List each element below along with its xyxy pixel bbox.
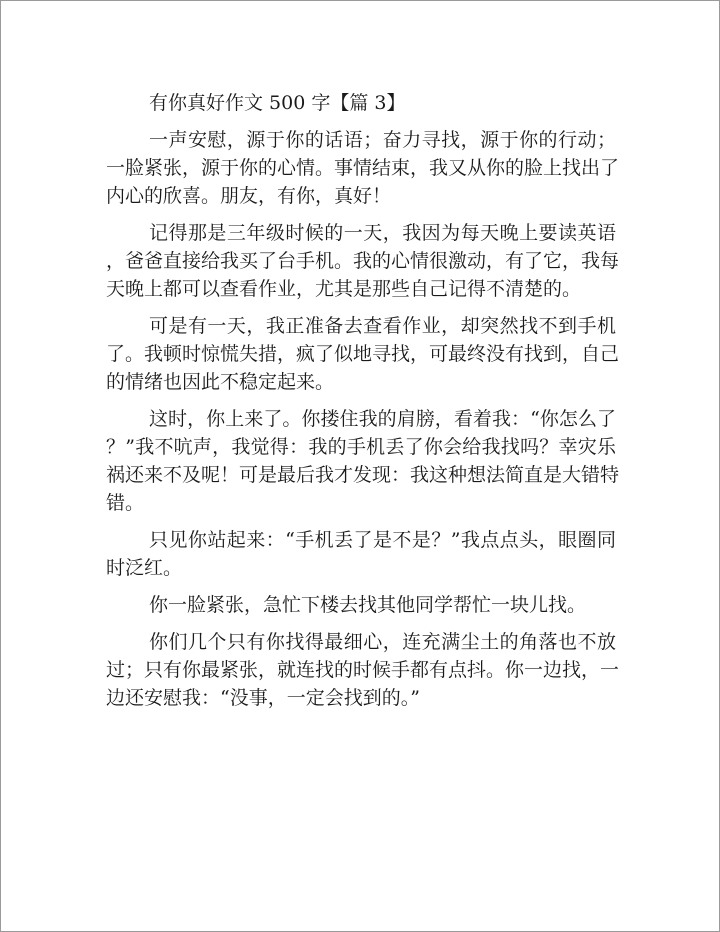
text-line: 时泛红。 bbox=[106, 557, 183, 579]
text-line: 的情绪也因此不稳定起来。 bbox=[106, 371, 335, 393]
text-line: 这时，你上来了。你搂住我的肩膀，看着我：“你怎么了 bbox=[149, 408, 616, 430]
text-line: 了。我顿时惊慌失措，疯了似地寻找，可最终没有找到，自己 bbox=[106, 343, 620, 365]
paragraph bbox=[106, 396, 620, 517]
paragraph bbox=[106, 303, 620, 396]
paragraph bbox=[106, 582, 616, 619]
text-line: 过；只有你最紧张，就连找的时候手都有点抖。你一边找，一 bbox=[106, 659, 620, 681]
essay-title: 有你真好作文 500 字【篇 3】 bbox=[149, 92, 406, 114]
text-line: 可是有一天，我正准备去查看作业，却突然找不到手机 bbox=[149, 315, 616, 337]
text-line: ，爸爸直接给我买了台手机。我的心情很激动，有了它，我每 bbox=[106, 250, 620, 272]
paragraph bbox=[106, 210, 620, 303]
text-line: 你一脸紧张，急忙下楼去找其他同学帮忙一块儿找。 bbox=[149, 594, 587, 616]
text-line: 祸还来不及呢！可是最后我才发现：我这种想法简直是大错特 bbox=[106, 464, 620, 486]
text-line: 错。 bbox=[106, 492, 145, 514]
paragraph bbox=[106, 619, 620, 712]
paragraph bbox=[106, 117, 620, 210]
text-line: 边还安慰我：“没事，一定会找到的。” bbox=[106, 687, 420, 709]
essay-body bbox=[106, 89, 620, 712]
text-line: 记得那是三年级时候的一天，我因为每天晚上要读英语 bbox=[149, 222, 616, 244]
text-line: 你们几个只有你找得最细心，连充满尘土的角落也不放 bbox=[149, 631, 616, 653]
paragraph bbox=[106, 517, 616, 582]
text-line: 一脸紧张，源于你的心情。事情结束，我又从你的脸上找出了 bbox=[106, 157, 620, 179]
text-line: 天晚上都可以查看作业，尤其是那些自己记得不清楚的。 bbox=[106, 278, 582, 300]
text-line: 只见你站起来：“手机丢了是不是？”我点点头，眼圈同 bbox=[149, 529, 616, 551]
text-line: 一声安慰，源于你的话语；奋力寻找，源于你的行动； bbox=[149, 129, 616, 151]
text-line: 内心的欣喜。朋友，有你，真好！ bbox=[106, 185, 392, 207]
text-line: ？”我不吭声，我觉得：我的手机丢了你会给我找吗？幸灾乐 bbox=[106, 436, 616, 458]
